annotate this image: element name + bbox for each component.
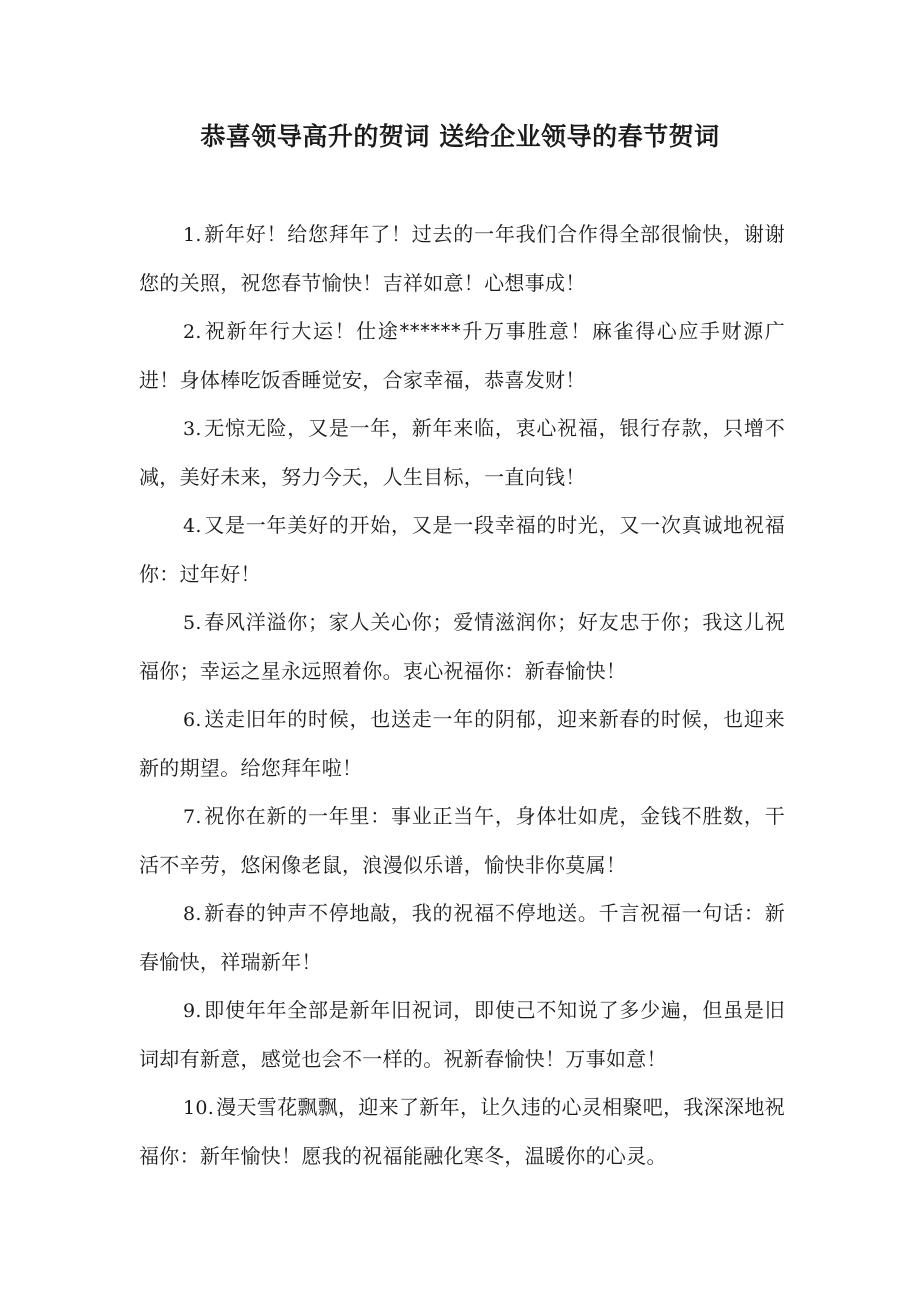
paragraph-1 <box>139 210 785 307</box>
paragraph-3 <box>139 404 785 501</box>
paragraph-text: 新春的钟声不停地敲，我的祝福不停地送。千言祝福一句话：新春愉快，祥瑞新年！ <box>139 901 785 974</box>
paragraph-text: 又是一年美好的开始，又是一段幸福的时光，又一次真诚地祝福你：过年好！ <box>139 513 785 586</box>
paragraph-number: 3. <box>183 418 202 440</box>
paragraph-2 <box>139 307 785 404</box>
paragraph-text: 新年好！给您拜年了！过去的一年我们合作得全部很愉快，谢谢您的关照，祝您春节愉快！吉祥如意！心想事成！ <box>139 222 785 295</box>
paragraph-number: 8. <box>183 903 202 925</box>
paragraph-number: 10. <box>183 1097 215 1119</box>
paragraph-text: 祝新年行大运！仕途******升万事胜意！麻雀得心应手财源广进！身体棒吃饭香睡觉安，合家幸福，恭喜发财！ <box>139 319 785 392</box>
paragraph-6 <box>139 695 785 792</box>
paragraph-number: 9. <box>183 1000 202 1022</box>
document-body <box>139 210 785 1180</box>
paragraph-number: 6. <box>183 709 202 731</box>
paragraph-text: 漫天雪花飘飘，迎来了新年，让久违的心灵相聚吧，我深深地祝福你：新年愉快！愿我的祝福能融化寒冬，温暖你的心灵。 <box>139 1095 785 1168</box>
page-title: 恭喜领导高升的贺词 送给企业领导的春节贺词 <box>200 122 720 151</box>
paragraph-text: 无惊无险，又是一年，新年来临，衷心祝福，银行存款，只增不减，美好未来，努力今天，人生目标，一直向钱！ <box>139 416 785 489</box>
paragraph-8 <box>139 889 785 986</box>
paragraph-number: 2. <box>183 321 202 343</box>
paragraph-number: 7. <box>183 806 202 828</box>
paragraph-9 <box>139 986 785 1083</box>
paragraph-text: 祝你在新的一年里：事业正当午，身体壮如虎，金钱不胜数，干活不辛劳，悠闲像老鼠，浪漫似乐谱，愉快非你莫属！ <box>139 804 785 877</box>
paragraph-4 <box>139 501 785 598</box>
paragraph-5 <box>139 598 785 695</box>
paragraph-number: 4. <box>183 515 202 537</box>
paragraph-10 <box>139 1083 785 1180</box>
paragraph-text: 送走旧年的时候，也送走一年的阴郁，迎来新春的时候，也迎来新的期望。给您拜年啦！ <box>139 707 785 780</box>
paragraph-text: 春风洋溢你；家人关心你；爱情滋润你；好友忠于你；我这儿祝福你；幸运之星永远照着你。衷心祝福你：新春愉快！ <box>139 610 785 683</box>
paragraph-number: 5. <box>183 612 202 634</box>
paragraph-text: 即使年年全部是新年旧祝词，即使己不知说了多少遍，但虽是旧词却有新意，感觉也会不一样的。祝新春愉快！万事如意！ <box>139 998 785 1071</box>
paragraph-7 <box>139 792 785 889</box>
paragraph-number: 1. <box>183 224 202 246</box>
